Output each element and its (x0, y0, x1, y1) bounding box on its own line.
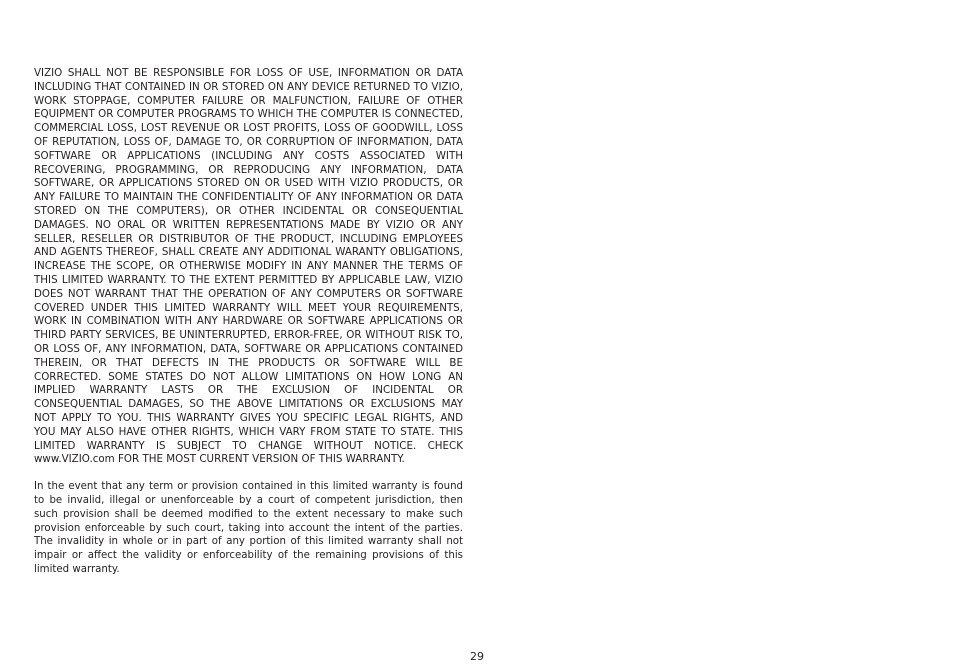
text-column (34, 67, 463, 577)
page-number: 29 (470, 650, 484, 663)
limitation-of-liability-paragraph: VIZIO SHALL NOT BE RESPONSIBLE FOR LOSS OF USE, INFORMATION OR DATA INCLUDING THAT CONTAINED IN OR STORED ON ANY DEVICE RETURNED TO VIZIO, WORK STOPPAGE, COMPUTER FAILURE OR MALFUNCTION, FAILURE OF OTHER EQUIPMENT OR COMPUTER PROGRAMS TO WHICH THE COMPUTER IS CONNECTED, COMMERCIAL LOSS, LOST REVENUE OR LOST PROFITS, LOSS OF GOODWILL, LOSS OF REPUTATION, LOSS OF, DAMAGE TO, OR CORRUPTION OF INFORMATION, DATA SOFTWARE OR APPLICATIONS (INCLUDING ANY COSTS ASSOCIATED WITH RECOVERING, PROGRAMMING, OR REPRODUCING ANY INFORMATION, DATA SOFTWARE, OR APPLICATIONS STORED ON OR USED WITH VIZIO PRODUCTS, OR ANY FAILURE TO MAINTAIN THE CONFIDENTIALITY OF ANY INFORMATION OR DATA STORED ON THE COMPUTERS), OR OTHER INCIDENTAL OR CONSEQUENTIAL DAMAGES. NO ORAL OR WRITTEN REPRESENTATIONS MADE BY VIZIO OR ANY SELLER, RESELLER OR DISTRIBUTOR OF THE PRODUCT, INCLUDING EMPLOYEES AND AGENTS THEREOF, SHALL CREATE ANY ADDITIONAL WARANTY OBLIGATIONS, INCREASE THE SCOPE, OR OTHERWISE MODIFY IN ANY MANNER THE TERMS OF THIS LIMITED WARRANTY. TO THE EXTENT PERMITTED BY APPLICABLE LAW, VIZIO DOES NOT WARRANT THAT THE OPERATION OF ANY COMPUTERS OR SOFTWARE COVERED UNDER THIS LIMITED WARRANTY WILL MEET YOUR REQUIREMENTS, WORK IN COMBINATION WITH ANY HARDWARE OR SOFTWARE APPLICATIONS OR THIRD PARTY SERVICES, BE UNINTERRUPTED, ERROR-FREE, OR WITHOUT RISK TO, OR LOSS OF, ANY INFORMATION, DATA, SOFTWARE OR APPLICATIONS CONTAINED THEREIN, OR THAT DEFECTS IN THE PRODUCTS OR SOFTWARE WILL BE CORRECTED. SOME STATES DO NOT ALLOW LIMITATIONS ON HOW LONG AN IMPLIED WARRANTY LASTS OR THE EXCLUSION OF INCIDENTAL OR CONSEQUENTIAL DAMAGES, SO THE ABOVE LIMITATIONS OR EXCLUSIONS MAY NOT APPLY TO YOU. THIS WARRANTY GIVES YOU SPECIFIC LEGAL RIGHTS, AND YOU MAY ALSO HAVE OTHER RIGHTS, WHICH VARY FROM STATE TO STATE. THIS LIMITED WARRANTY IS SUBJECT TO CHANGE WITHOUT NOTICE. CHECK www.VIZIO.com FOR THE MOST CURRENT VERSION OF THIS WARRANTY. (34, 67, 463, 466)
severability-paragraph: In the event that any term or provision contained in this limited warranty is found to be invalid, illegal or unenforceable by a court of competent jurisdiction, then such provision shall be deemed modified to the extent necessary to make such provision enforceable by such court, taking into account the intent of the parties. The invalidity in whole or in part of any portion of this limited warranty shall not impair or affect the validity or enforceability of the remaining provisions of this limited warranty. (34, 481, 463, 575)
